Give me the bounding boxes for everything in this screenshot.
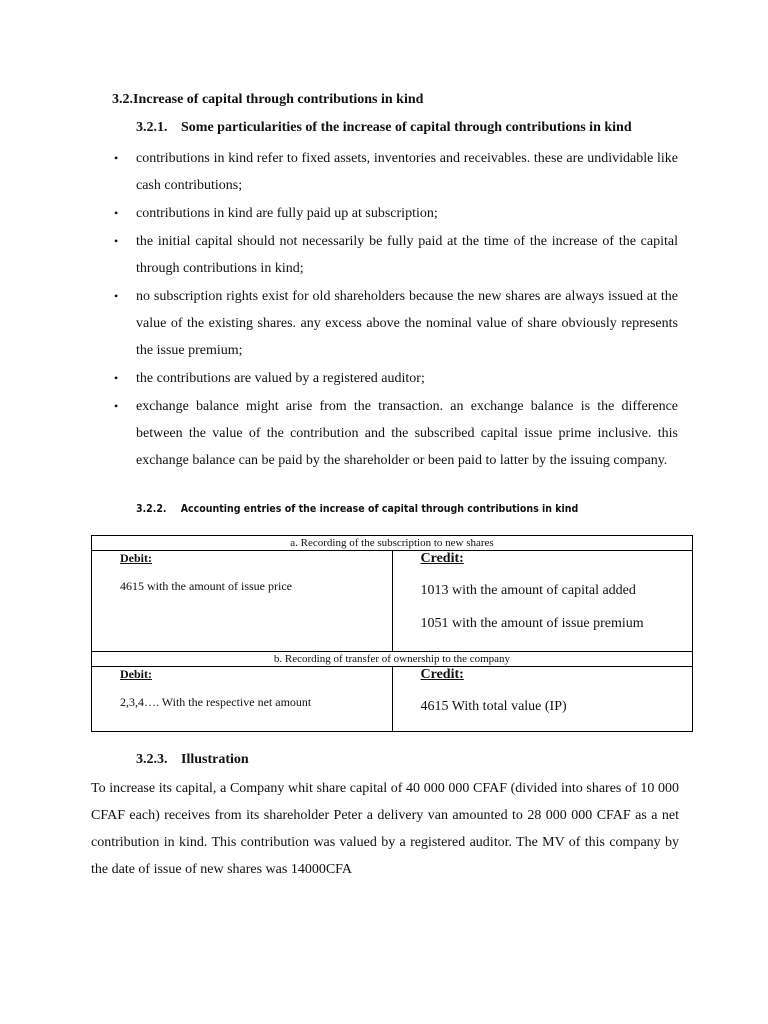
illustration-paragraph: To increase its capital, a Company whit share capital of 40 000 000 CFAF (divided into shares of 10 000 CFAF each) receives from its shareholder Peter a delivery van amounted to 28 000 000 CFAF as a net contribution in kind. This contribution was valued by a registered auditor. The MV of this company by the date of issue of new shares was 14000CFA xyxy=(91,781,679,877)
list-item xyxy=(112,145,678,199)
list-item xyxy=(112,200,678,227)
table-row xyxy=(92,667,693,732)
credit-entry: 1051 with the amount of issue premium xyxy=(420,616,644,631)
accounting-entries-table xyxy=(91,535,693,732)
bullet-icon: • xyxy=(114,234,119,248)
bullet-icon: • xyxy=(114,289,119,303)
table-row xyxy=(92,652,693,667)
list-item-text: contributions in kind refer to fixed assets, inventories and receivables. these are undividable like cash contributions; xyxy=(136,151,678,193)
bullet-icon: • xyxy=(114,399,119,413)
credit-entry: 1013 with the amount of capital added xyxy=(420,583,636,598)
subsection-number: 3.2.3. xyxy=(136,752,168,767)
particularities-list xyxy=(112,145,678,475)
subsection-number: 3.2.2. xyxy=(136,502,167,515)
subsection-title: Illustration xyxy=(181,752,249,767)
list-item-text: the contributions are valued by a registered auditor; xyxy=(136,371,425,386)
table-row xyxy=(92,536,693,551)
debit-label: Debit: xyxy=(120,667,152,681)
section-b-debit-cell xyxy=(92,667,393,732)
table-row xyxy=(92,551,693,652)
section-a-debit-cell xyxy=(92,551,393,652)
bullet-icon: • xyxy=(114,371,119,385)
section-a-caption: a. Recording of the subscription to new shares xyxy=(92,536,693,551)
credit-label: Credit: xyxy=(420,551,464,566)
list-item xyxy=(112,228,678,282)
bullet-icon: • xyxy=(114,151,119,165)
subsection-title: Accounting entries of the increase of capital through contributions in kind xyxy=(180,502,579,515)
list-item-text: no subscription rights exist for old shareholders because the new shares are always issued at the value of the existing shares. any excess above the nominal value of share obviously represents the issue premium; xyxy=(136,289,678,358)
debit-entry: 4615 with the amount of issue price xyxy=(120,579,292,593)
list-item xyxy=(112,365,678,392)
bullet-icon: • xyxy=(114,206,119,220)
list-item-text: contributions in kind are fully paid up at subscription; xyxy=(136,206,438,221)
subsection-title: Some particularities of the increase of capital through contributions in kind xyxy=(181,120,632,135)
list-item xyxy=(112,393,678,474)
subsection-heading-3-2-3 xyxy=(136,752,249,768)
section-a-credit-cell xyxy=(392,551,693,652)
list-item-text: exchange balance might arise from the transaction. an exchange balance is the difference between the value of the contribution and the subscribed capital issue prime inclusive. this exchange balance can be paid by the shareholder or been paid to latter by the issuing company. xyxy=(136,399,678,468)
section-heading-3-2: 3.2.Increase of capital through contributions in kind xyxy=(112,92,424,107)
subsection-heading-3-2-2 xyxy=(136,502,578,515)
subsection-number: 3.2.1. xyxy=(136,120,168,135)
debit-entry: 2,3,4…. With the respective net amount xyxy=(120,695,312,709)
credit-entry: 4615 With total value (IP) xyxy=(420,699,567,714)
credit-label: Credit: xyxy=(420,667,464,682)
debit-label: Debit: xyxy=(120,551,152,565)
subsection-heading-3-2-1 xyxy=(136,120,632,136)
section-b-credit-cell xyxy=(392,667,693,732)
list-item-text: the initial capital should not necessarily be fully paid at the time of the increase of the capital through contributions in kind; xyxy=(136,234,678,276)
list-item xyxy=(112,283,678,364)
section-b-caption: b. Recording of transfer of ownership to the company xyxy=(92,652,693,667)
